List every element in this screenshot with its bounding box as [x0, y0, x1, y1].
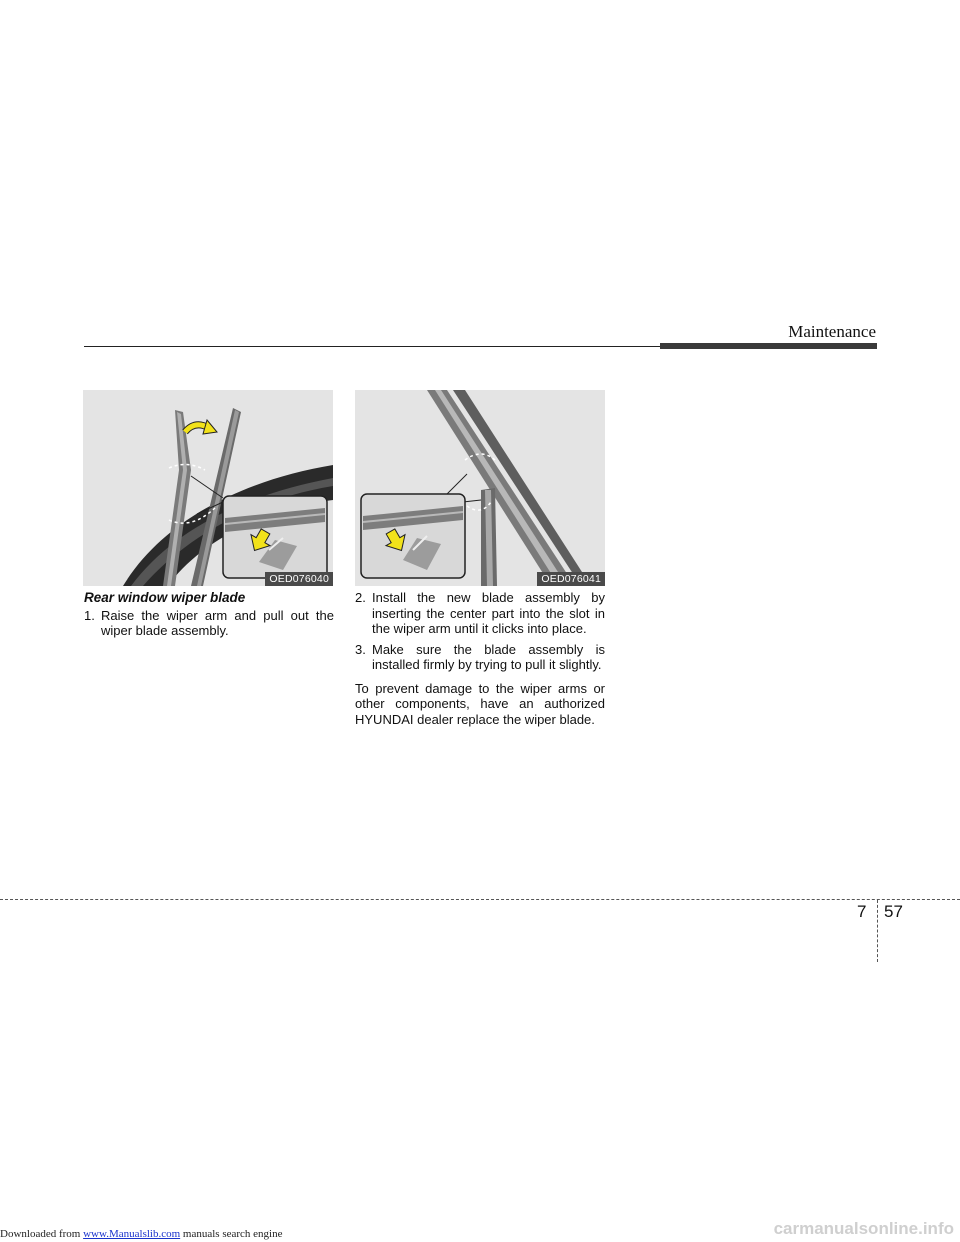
figure-install-wiper-blade — [355, 390, 605, 586]
page-divider-vertical — [877, 900, 878, 962]
step-text: Raise the wiper arm and pull out the wiper blade assembly. — [101, 607, 334, 638]
step-item — [355, 590, 605, 637]
left-column — [84, 590, 334, 644]
page-number: 57 — [884, 902, 903, 921]
figure-code: OED076041 — [537, 572, 605, 586]
wiper-illustration-1 — [83, 390, 333, 586]
header-rule — [84, 346, 660, 347]
watermark: carmanualsonline.info — [773, 1219, 954, 1238]
wiper-illustration-2 — [355, 390, 605, 586]
step-text: Make sure the blade assembly is installed firmly by trying to pull it slightly. — [372, 641, 605, 672]
figure-code: OED076040 — [265, 572, 333, 586]
download-footer — [0, 1228, 282, 1240]
section-heading: Rear window wiper blade — [84, 590, 246, 605]
page-divider — [0, 899, 960, 900]
header-title: Maintenance — [788, 322, 876, 341]
header-rule-accent — [660, 343, 877, 349]
step-text: Install the new blade assembly by inserting the center part into the slot in the wiper arm until it clicks into place. — [372, 590, 605, 636]
step-number: 3. — [355, 641, 366, 657]
step-item — [84, 608, 334, 639]
step-number: 1. — [84, 607, 95, 623]
caution-note: To prevent damage to the wiper arms or other components, have an authorized HYUNDAI dealer replace the wiper blade. — [355, 680, 605, 727]
step-item — [355, 642, 605, 673]
right-column — [355, 590, 605, 727]
footer-suffix: manuals search engine — [180, 1228, 283, 1240]
manualslib-link[interactable]: www.Manualslib.com — [83, 1228, 181, 1240]
step-number: 2. — [355, 590, 366, 605]
figure-remove-wiper-blade — [83, 390, 333, 586]
footer-prefix: Downloaded from — [0, 1228, 84, 1240]
chapter-number: 7 — [857, 902, 867, 921]
